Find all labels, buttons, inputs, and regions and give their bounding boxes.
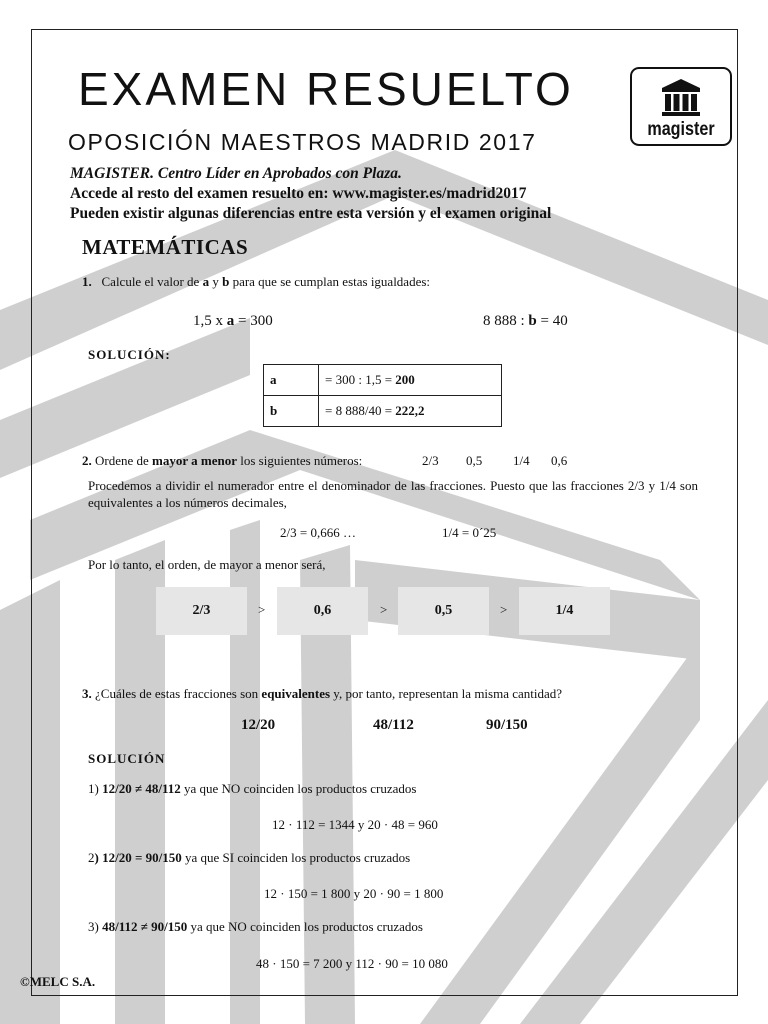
table-cell-key: b — [264, 396, 319, 427]
solution-item: 2) 12/20 = 90/150 ya que SI coinciden los productos cruzados — [88, 850, 411, 865]
section-title: MATEMÁTICAS — [82, 235, 249, 259]
number-item: 2/3 — [422, 453, 439, 468]
page-title: EXAMEN RESUELTO — [78, 63, 574, 115]
order-box: 1/4 — [519, 587, 610, 635]
greater-than: > — [380, 602, 388, 617]
question-1: 1. Calcule el valor de a y b para que se cumplan estas igualdades: — [82, 274, 431, 289]
number-item: 0,5 — [466, 453, 483, 468]
greater-than: > — [258, 602, 266, 617]
number-item: 0,6 — [551, 453, 568, 468]
magister-logo — [630, 67, 732, 146]
page-subtitle: OPOSICIÓN MAESTROS MADRID 2017 — [68, 129, 537, 155]
equation-2: 8 888 : b = 40 — [483, 313, 568, 329]
explanation-text: Procedemos a dividir el numerador entre el denominador de las fracciones. Puesto que las fracciones 2/3 y 1/4 son equivalentes a los números decimales, — [88, 478, 698, 510]
number-item: 1/4 — [513, 453, 530, 468]
solution-label-1: SOLUCIÓN: — [88, 347, 171, 362]
fraction-item: 90/150 — [486, 717, 528, 733]
table-cell-value: = 300 : 1,5 = 200 — [319, 365, 502, 396]
solution-item: 1) 12/20 ≠ 48/112 ya que NO coinciden los productos cruzados — [88, 781, 417, 796]
order-text: Por lo tanto, el orden, de mayor a menor será, — [88, 557, 326, 572]
calc-line: 12 · 112 = 1344 y 20 · 48 = 960 — [272, 817, 438, 832]
fraction-item: 12/20 — [241, 717, 276, 733]
fraction-item: 48/112 — [373, 717, 414, 733]
order-box: 0,5 — [398, 587, 489, 635]
logo-label: magister — [647, 119, 715, 140]
solution-table — [263, 364, 502, 427]
copyright-footer: ©MELC S.A. — [20, 974, 96, 989]
calc-line: 12 · 150 = 1 800 y 20 · 90 = 1 800 — [264, 886, 444, 901]
decimal-2: 1/4 = 0´25 — [442, 525, 497, 540]
solution-label-3: SOLUCIÓN — [88, 751, 166, 766]
decimal-1: 2/3 = 0,666 … — [280, 525, 356, 540]
intro-line-1: MAGISTER. Centro Líder en Aprobados con Plaza. — [70, 165, 402, 182]
intro-line-3: Pueden existir algunas diferencias entre esta versión y el examen original — [70, 205, 552, 222]
greater-than: > — [500, 602, 508, 617]
intro-line-2: Accede al resto del examen resuelto en: www.magister.es/madrid2017 — [70, 185, 527, 202]
equation-1: 1,5 x a = 300 — [193, 313, 273, 329]
calc-line: 48 · 150 = 7 200 y 112 · 90 = 10 080 — [256, 956, 448, 971]
question-2: 2. Ordene de mayor a menor los siguientes números: — [82, 453, 363, 468]
table-cell-value: = 8 888/40 = 222,2 — [319, 396, 502, 427]
building-icon — [660, 77, 702, 117]
question-3: 3. ¿Cuáles de estas fracciones son equivalentes y, por tanto, representan la misma cantidad? — [82, 686, 563, 701]
table-row — [264, 396, 502, 427]
order-box: 2/3 — [156, 587, 247, 635]
solution-item: 3) 48/112 ≠ 90/150 ya que NO coinciden los productos cruzados — [88, 919, 423, 934]
table-row — [264, 365, 502, 396]
order-box: 0,6 — [277, 587, 368, 635]
table-cell-key: a — [264, 365, 319, 396]
